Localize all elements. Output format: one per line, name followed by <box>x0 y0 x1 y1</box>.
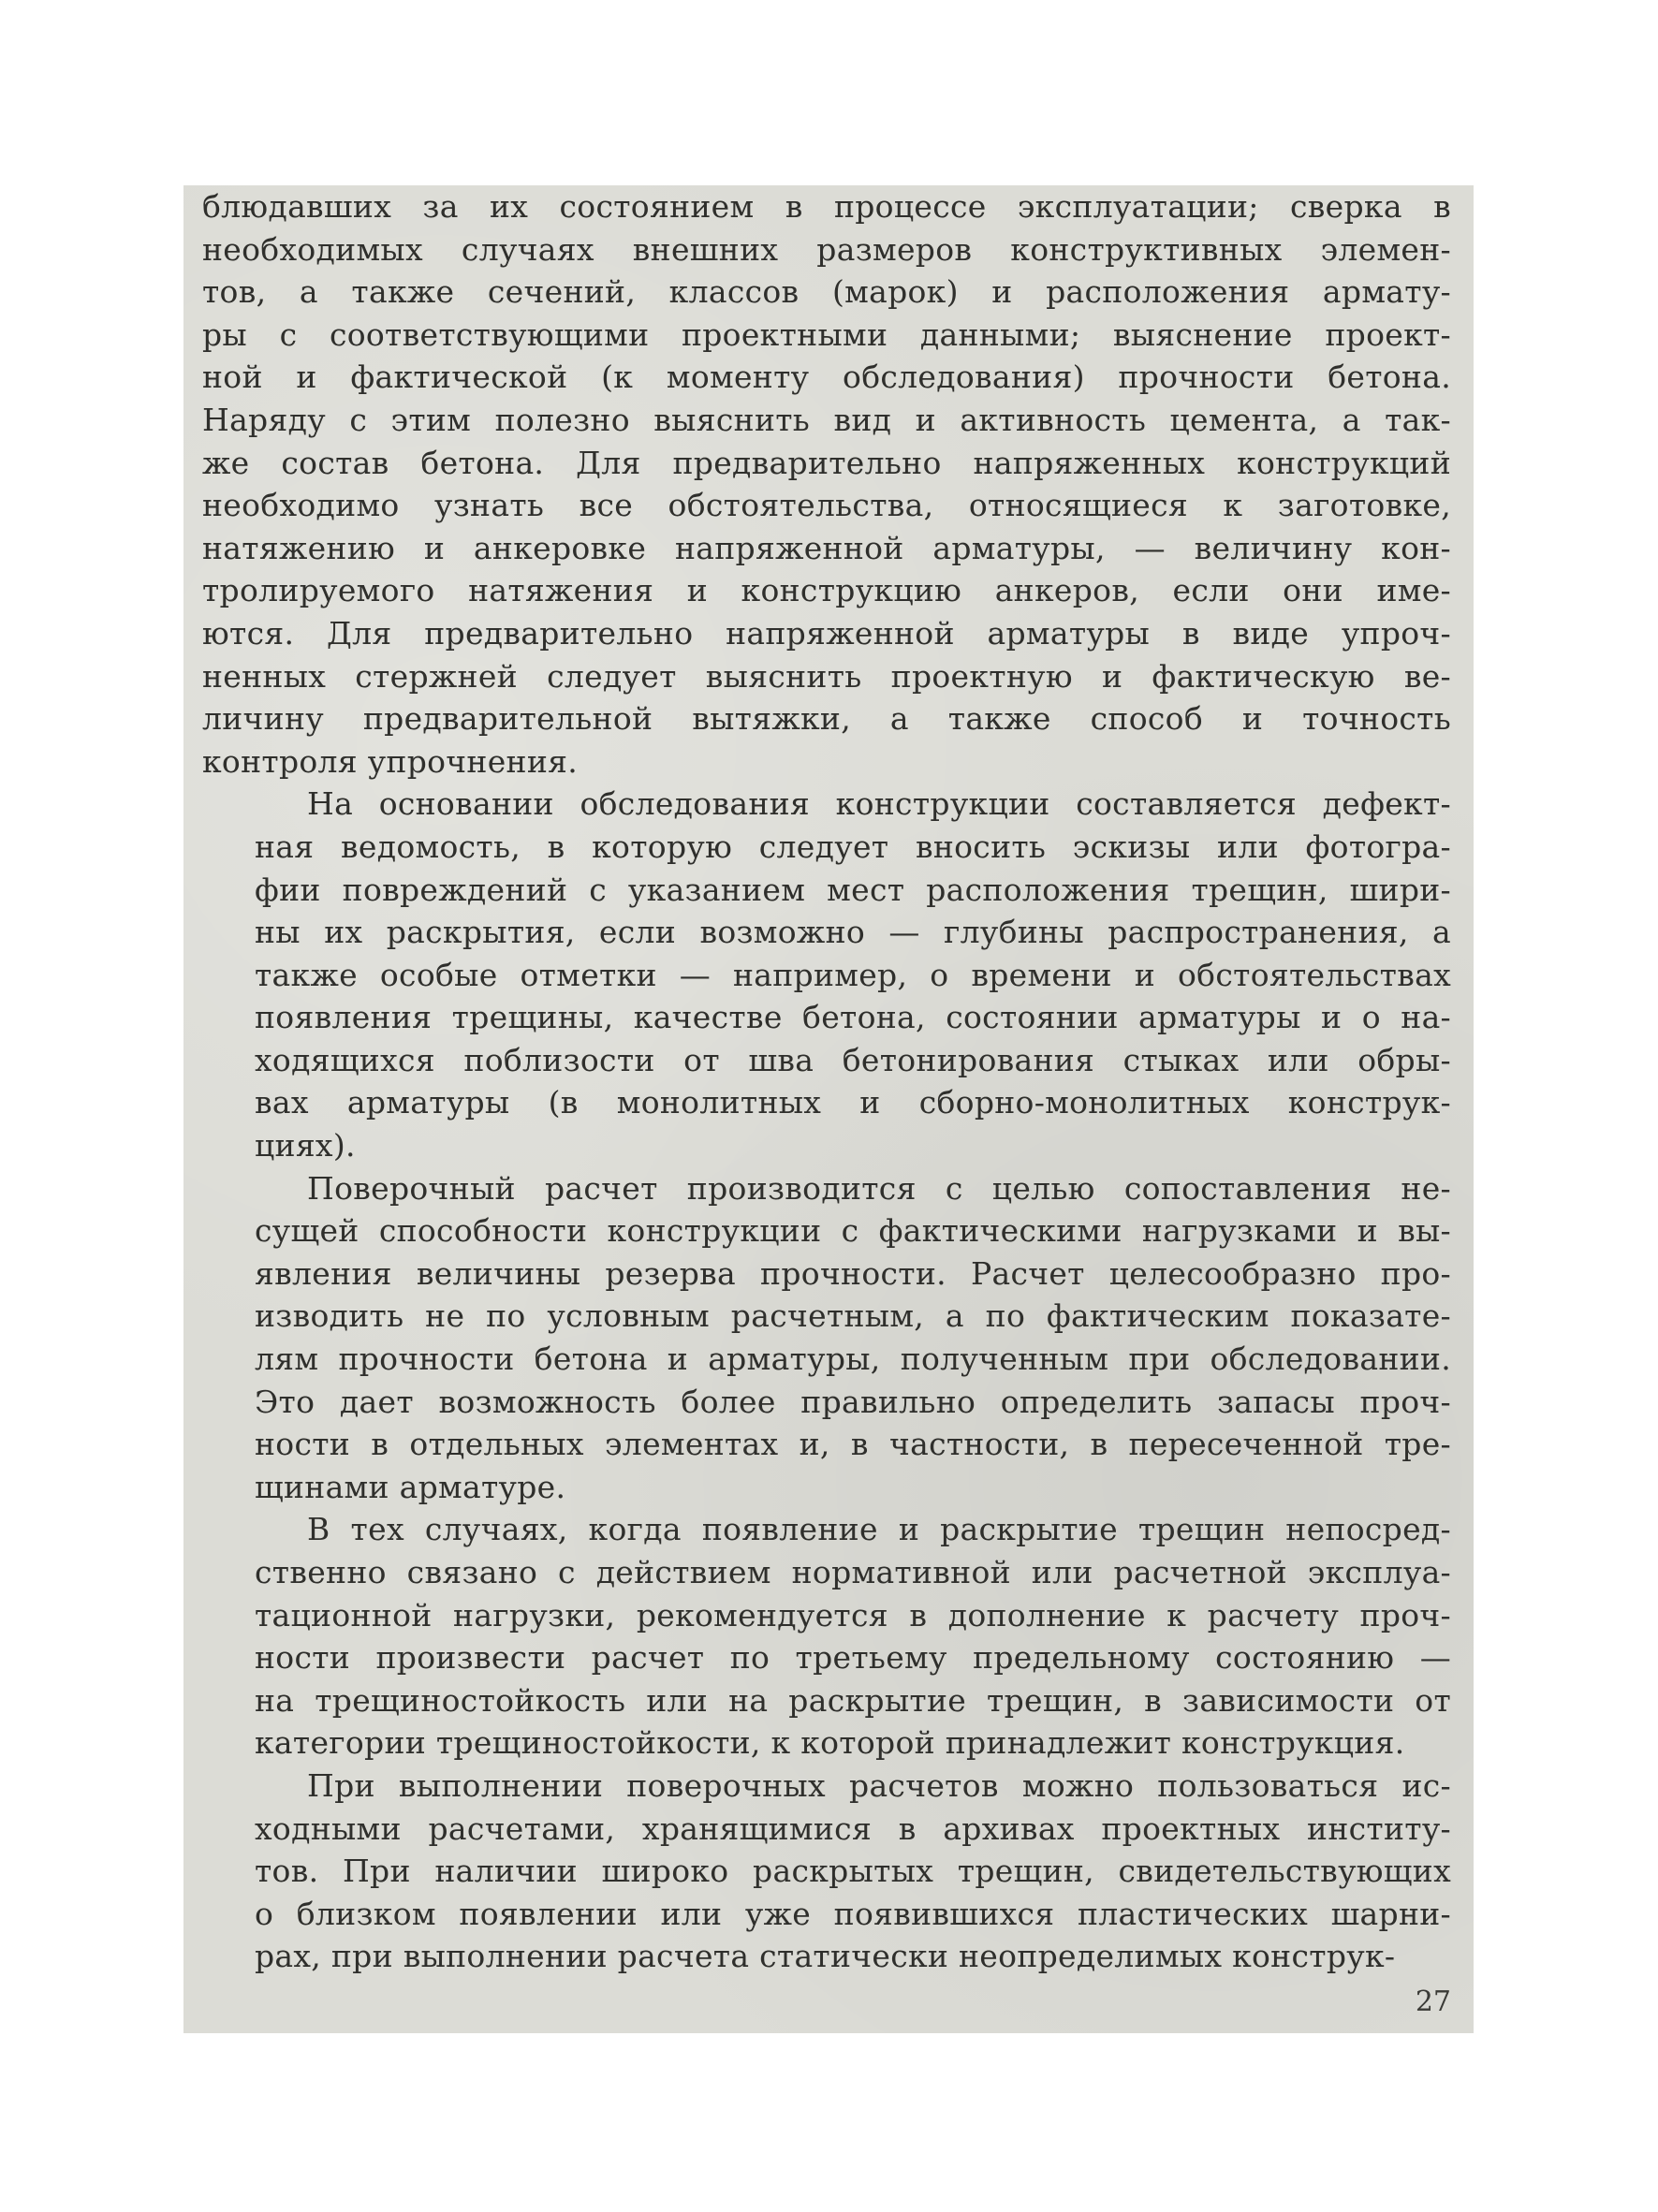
text-line: о близком появлении или уже появившихся пластических шарни- <box>255 1895 1451 1932</box>
text-line: фии повреждений с указанием мест расположения трещин, шири- <box>255 871 1451 908</box>
text-line: На основании обследования конструкции составляется дефект- <box>307 785 1451 823</box>
text-line: явления величины резерва прочности. Расчет целесообразно про- <box>255 1254 1451 1292</box>
paragraph <box>202 1765 1451 1978</box>
text-line: тов. При наличии широко раскрытых трещин, свидетельствующих <box>255 1853 1451 1890</box>
text-line: Поверочный расчет производится с целью сопоставления не- <box>307 1169 1451 1207</box>
text-line: Наряду с этим полезно выяснить вид и активность цемента, а так- <box>202 401 1451 438</box>
text-line: натяжению и анкеровке напряженной арматуры, — величину кон- <box>202 529 1451 566</box>
text-line: необходимых случаях внешних размеров конструктивных элемен- <box>202 230 1451 268</box>
text-line: вах арматуры (в монолитных и сборно-монолитных конструк- <box>255 1084 1451 1121</box>
text-line: блюдавших за их состоянием в процессе эксплуатации; сверка в <box>202 188 1451 225</box>
text-line: тов, а также сечений, классов (марок) и расположения армату- <box>202 273 1451 311</box>
text-line: ственно связано с действием нормативной или расчетной эксплуа- <box>255 1554 1451 1590</box>
text-line: ности в отдельных элементах и, в частности, в пересеченной тре- <box>255 1426 1451 1463</box>
text-line: тационной нагрузки, рекомендуется в дополнение к расчету проч- <box>255 1596 1451 1633</box>
page-number: 27 <box>1415 1985 1451 2018</box>
text-line: на трещиностойкость или на раскрытие трещин, в зависимости от <box>255 1681 1451 1719</box>
text-line: ходящихся поблизости от шва бетонирования стыках или обры- <box>255 1041 1451 1078</box>
text-line: ны их раскрытия, если возможно — глубины распространения, а <box>255 914 1451 951</box>
text-line: При выполнении поверочных расчетов можно пользоваться ис- <box>307 1766 1451 1804</box>
text-line: категории трещиностойкости, к которой принадлежит конструкция. <box>255 1724 1405 1762</box>
text-line: ности произвести расчет по третьему предельному состоянию — <box>255 1639 1451 1677</box>
text-line: появления трещины, качестве бетона, состоянии арматуры и о на- <box>255 999 1451 1036</box>
body-text <box>202 185 1451 1978</box>
text-line: сущей способности конструкции с фактическими нагрузками и вы- <box>255 1212 1451 1250</box>
text-line: личину предварительной вытяжки, а также способ и точность <box>202 700 1451 738</box>
text-line: контроля упрочнения. <box>202 742 579 780</box>
text-line: рах, при выполнении расчета статически неопределимых конструк- <box>255 1938 1396 1975</box>
scanned-page <box>183 185 1474 2033</box>
text-line: необходимо узнать все обстоятельства, относящиеся к заготовке, <box>202 487 1451 524</box>
text-line: ной и фактической (к моменту обследования) прочности бетона. <box>202 359 1451 396</box>
text-line: лям прочности бетона и арматуры, полученным при обследовании. <box>255 1340 1451 1378</box>
text-line: же состав бетона. Для предварительно напряженных конструкций <box>202 444 1451 481</box>
text-line: изводить не по условным расчетным, а по фактическим показате- <box>255 1297 1451 1335</box>
text-line: Это дает возможность более правильно определить запасы проч- <box>255 1383 1451 1420</box>
paragraph <box>202 783 1451 1166</box>
text-line: ются. Для предварительно напряженной арматуры в виде упроч- <box>202 614 1451 652</box>
paragraph <box>202 1167 1451 1509</box>
text-line: ры с соответствующими проектными данными; выяснение проект- <box>202 315 1451 353</box>
text-line: В тех случаях, когда появление и раскрытие трещин непосред- <box>307 1511 1451 1548</box>
text-line: также особые отметки — например, о времени и обстоятельствах <box>255 956 1451 993</box>
paragraph <box>202 185 1451 783</box>
text-line: ходными расчетами, хранящимися в архивах проектных институ- <box>255 1809 1451 1847</box>
text-line: щинами арматуре. <box>255 1468 566 1505</box>
text-line: циях). <box>255 1127 356 1165</box>
paragraph <box>202 1508 1451 1765</box>
text-line: ненных стержней следует выяснить проектную и фактическую ве- <box>202 657 1451 695</box>
text-line: тролируемого натяжения и конструкцию анкеров, если они име- <box>202 572 1451 609</box>
text-line: ная ведомость, в которую следует вносить эскизы или фотогра- <box>255 828 1451 865</box>
